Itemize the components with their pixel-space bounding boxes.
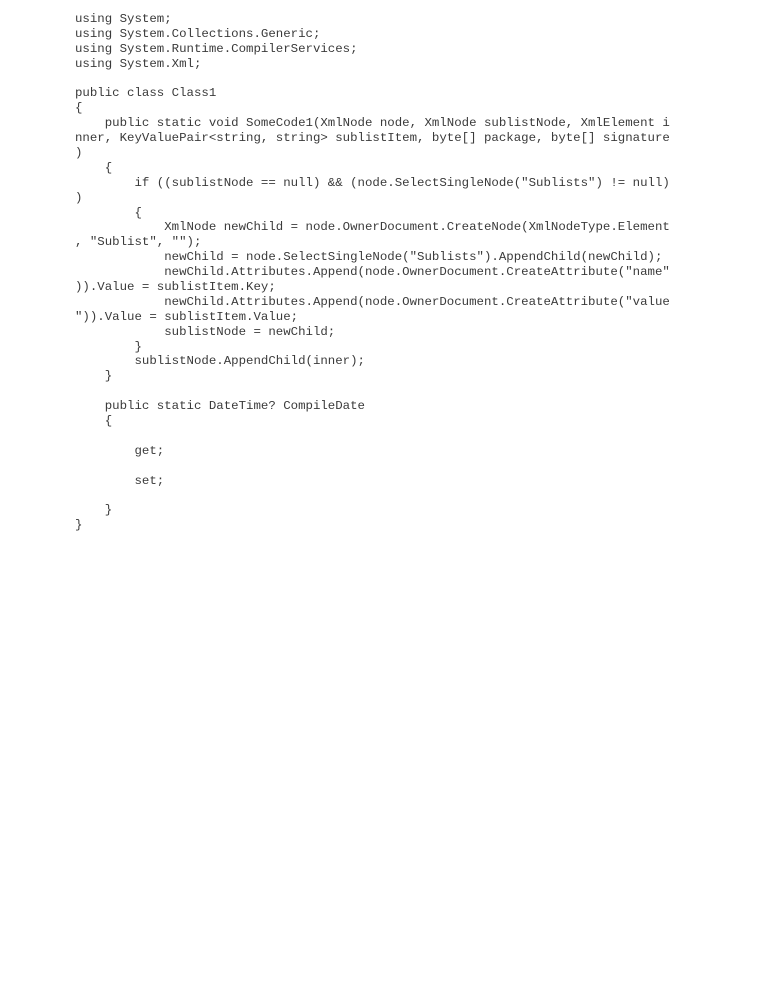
code-line: )).Value = sublistItem.Key; bbox=[75, 280, 276, 295]
code-line: newChild.Attributes.Append(node.OwnerDocument.CreateAttribute("name" bbox=[75, 265, 670, 280]
code-line: public static void SomeCode1(XmlNode node, XmlNode sublistNode, XmlElement i bbox=[75, 116, 670, 131]
code-line: { bbox=[75, 205, 142, 220]
code-line: { bbox=[75, 160, 113, 175]
code-listing bbox=[75, 12, 695, 533]
code-line: } bbox=[75, 369, 113, 384]
code-line: ")).Value = sublistItem.Value; bbox=[75, 309, 299, 324]
code-line: public class Class1 bbox=[75, 86, 217, 101]
code-line: if ((sublistNode == null) && (node.SelectSingleNode("Sublists") != null) bbox=[75, 175, 670, 190]
code-line: newChild.Attributes.Append(node.OwnerDocument.CreateAttribute("value bbox=[75, 294, 670, 309]
code-line: using System; bbox=[75, 12, 172, 26]
code-line: } bbox=[75, 339, 142, 354]
code-line: set; bbox=[75, 473, 165, 488]
code-line: public static DateTime? CompileDate bbox=[75, 399, 365, 414]
code-line: , "Sublist", ""); bbox=[75, 235, 202, 250]
code-line: newChild = node.SelectSingleNode("Sublists").AppendChild(newChild); bbox=[75, 250, 663, 265]
code-line: using System.Collections.Generic; bbox=[75, 26, 321, 41]
code-line bbox=[75, 459, 695, 474]
code-line: using System.Runtime.CompilerServices; bbox=[75, 41, 358, 56]
code-line: { bbox=[75, 414, 113, 429]
code-line: get; bbox=[75, 443, 165, 458]
code-line: using System.Xml; bbox=[75, 56, 202, 71]
code-line bbox=[75, 429, 695, 444]
code-line: } bbox=[75, 518, 83, 533]
code-line bbox=[75, 384, 695, 399]
code-line bbox=[75, 72, 695, 87]
code-line: ) bbox=[75, 146, 83, 161]
code-line: sublistNode.AppendChild(inner); bbox=[75, 354, 365, 369]
code-line: { bbox=[75, 101, 83, 116]
code-line: } bbox=[75, 503, 113, 518]
code-line: ) bbox=[75, 190, 83, 205]
code-line: XmlNode newChild = node.OwnerDocument.CreateNode(XmlNodeType.Element bbox=[75, 220, 670, 235]
code-line: nner, KeyValuePair<string, string> sublistItem, byte[] package, byte[] signature bbox=[75, 131, 670, 146]
code-line: sublistNode = newChild; bbox=[75, 324, 336, 339]
code-line bbox=[75, 489, 695, 504]
